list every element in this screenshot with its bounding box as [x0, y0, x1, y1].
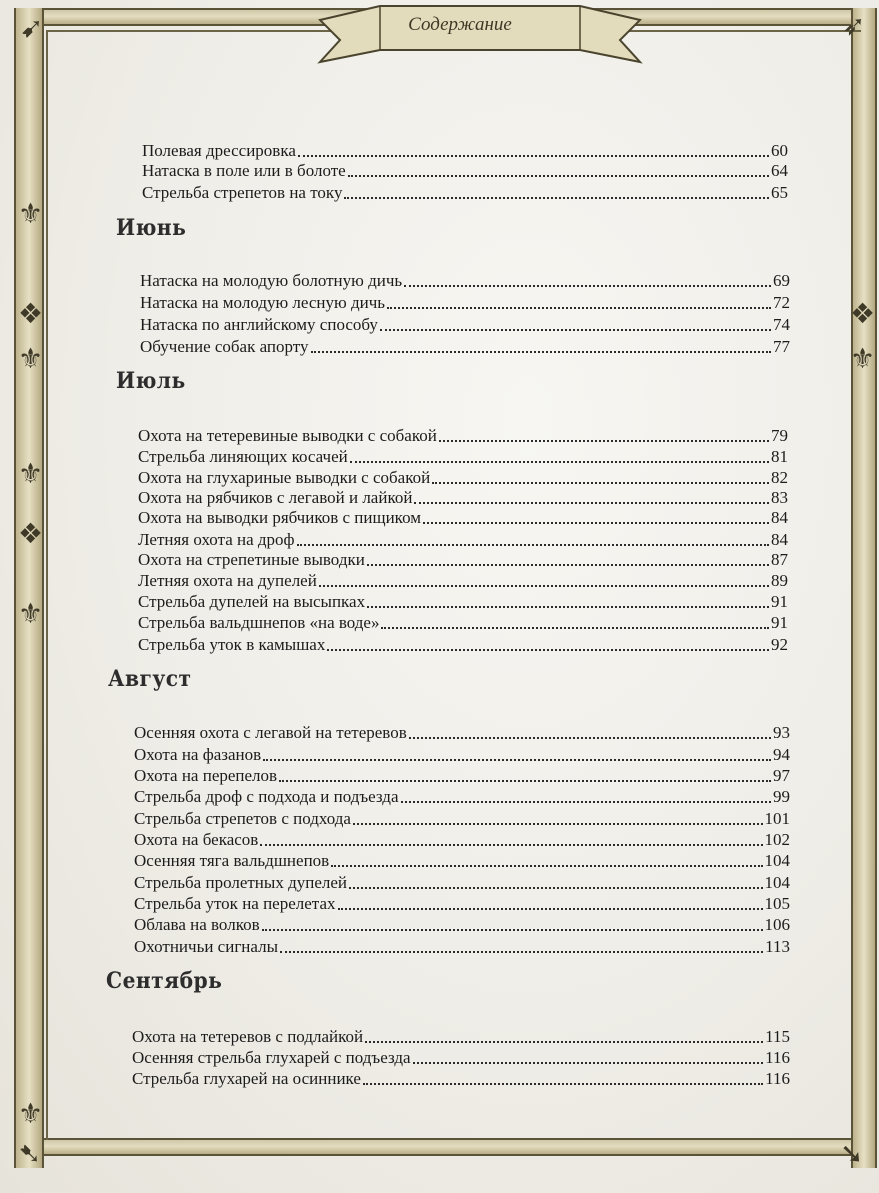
toc-entry-title: Охота на перепелов	[134, 766, 278, 785]
dot-leader	[319, 585, 769, 587]
toc-entry[interactable]	[134, 765, 790, 787]
corner-arrow-icon: ➹	[20, 11, 44, 44]
toc-entry[interactable]	[132, 1047, 790, 1069]
toc-entry-title: Осенняя тяга вальдшнепов	[134, 851, 330, 870]
toc-entry-title: Стрельба стрепетов с подхода	[134, 809, 351, 828]
toc-entry-title: Облава на волков	[134, 915, 260, 934]
dot-leader	[348, 175, 769, 177]
toc-page-number: 115	[765, 1027, 790, 1046]
fleur-ornament-icon: ⚜	[18, 1097, 44, 1130]
dot-leader	[344, 197, 769, 199]
dot-leader	[414, 502, 769, 504]
toc-page-number: 104	[764, 851, 790, 870]
toc-entry-title: Летняя охота на дроф	[138, 530, 295, 549]
toc-entry[interactable]	[138, 591, 788, 613]
toc-entry-title: Обучение собак апорту	[140, 337, 309, 356]
toc-page-number: 113	[765, 937, 790, 956]
dot-leader	[311, 351, 771, 353]
dot-leader	[367, 606, 769, 608]
knot-ornament-icon: ❖	[18, 517, 44, 550]
toc-entry[interactable]	[140, 336, 790, 358]
toc-entry[interactable]	[138, 487, 788, 509]
toc-entry[interactable]	[134, 893, 790, 915]
dot-leader	[409, 737, 771, 739]
dot-leader	[298, 155, 769, 157]
toc-entry[interactable]	[134, 936, 790, 958]
dot-leader	[263, 759, 771, 761]
section-heading: Август	[108, 666, 192, 692]
toc-entry-title: Осенняя охота с легавой на тетеревов	[134, 723, 407, 742]
dot-leader	[353, 823, 763, 825]
toc-entry-title: Охота на тетеревиные выводки с собакой	[138, 426, 437, 445]
toc-entry[interactable]	[134, 829, 790, 851]
toc-entry-title: Охота на стрепетиные выводки	[138, 550, 365, 569]
toc-page-number: 82	[771, 468, 788, 487]
toc-entry[interactable]	[138, 612, 788, 634]
toc-entry[interactable]	[138, 549, 788, 571]
toc-entry-title: Натаска на молодую лесную дичь	[140, 293, 386, 312]
toc-entry-title: Охота на рябчиков с легавой и лайкой	[138, 488, 413, 507]
toc-entry[interactable]	[134, 722, 790, 744]
toc-entry-title: Натаска по английскому способу	[140, 315, 378, 334]
section-heading: Сентябрь	[106, 968, 223, 994]
fleur-ornament-icon: ⚜	[18, 197, 44, 230]
toc-page-number: 83	[771, 488, 788, 507]
toc-entry[interactable]	[134, 808, 790, 830]
toc-entry-title: Стрельба вальдшнепов «на воде»	[138, 613, 380, 632]
toc-entry-title: Охота на тетеревов с подлайкой	[132, 1027, 364, 1046]
toc-page-number: 99	[773, 787, 790, 806]
dot-leader	[423, 522, 769, 524]
toc-page-number: 104	[764, 873, 790, 892]
toc-page-number: 79	[771, 426, 788, 445]
corner-arrow-icon: ➷	[18, 1137, 42, 1170]
toc-page-number: 81	[771, 447, 788, 466]
toc-page-number: 106	[764, 915, 790, 934]
toc-entry[interactable]	[138, 425, 788, 447]
fleur-ornament-icon: ⚜	[18, 597, 44, 630]
toc-entry-title: Стрельба линяющих косачей	[138, 447, 348, 466]
toc-entry-title: Охота на бекасов	[134, 830, 259, 849]
toc-entry-title: Натаска в поле или в болоте	[142, 161, 346, 180]
dot-leader	[331, 865, 762, 867]
toc-entry[interactable]	[138, 570, 788, 592]
toc-page-number: 102	[764, 830, 790, 849]
dot-leader	[262, 929, 763, 931]
toc-entry-title: Охотничьи сигналы	[134, 937, 278, 956]
dot-leader	[367, 564, 769, 566]
toc-entry-title: Стрельба дроф с подхода и подъезда	[134, 787, 399, 806]
toc-entry[interactable]	[132, 1068, 790, 1090]
toc-page-number: 87	[771, 550, 788, 569]
banner-title: Содержание	[408, 14, 512, 35]
toc-entry[interactable]	[134, 786, 790, 808]
dot-leader	[387, 307, 771, 309]
dot-leader	[327, 649, 769, 651]
toc-entry[interactable]	[142, 160, 788, 182]
toc-page-number: 105	[764, 894, 790, 913]
dot-leader	[349, 887, 763, 889]
dot-leader	[439, 440, 769, 442]
toc-page-number: 69	[773, 271, 790, 290]
toc-entry[interactable]	[134, 744, 790, 766]
toc-page-number: 65	[771, 183, 788, 202]
toc-page-number: 101	[764, 809, 790, 828]
toc-page-number: 89	[771, 571, 788, 590]
toc-page-number: 93	[773, 723, 790, 742]
toc-page-number: 116	[765, 1048, 790, 1067]
toc-entry-title: Натаска на молодую болотную дичь	[140, 271, 403, 290]
toc-entry[interactable]	[140, 314, 790, 336]
toc-entry-title: Охота на глухариные выводки с собакой	[138, 468, 431, 487]
dot-leader	[363, 1083, 763, 1085]
dot-leader	[350, 461, 769, 463]
toc-entry-title: Стрельба дупелей на высыпках	[138, 592, 366, 611]
toc-entry-title: Охота на выводки рябчиков с пищиком	[138, 508, 422, 527]
toc-entry-title: Стрельба пролетных дупелей	[134, 873, 347, 892]
toc-entry[interactable]	[140, 270, 790, 292]
toc-page-number: 64	[771, 161, 788, 180]
toc-entry-title: Стрельба стрепетов на току	[142, 183, 343, 202]
toc-entry[interactable]	[132, 1026, 790, 1048]
dot-leader	[404, 285, 771, 287]
dot-leader	[279, 780, 771, 782]
toc-page-number: 84	[771, 508, 788, 527]
toc-page-number: 91	[771, 592, 788, 611]
toc-entry[interactable]	[138, 529, 788, 551]
toc-entry-title: Стрельба уток в камышах	[138, 635, 326, 654]
toc-entry-title: Полевая дрессировка	[142, 141, 296, 160]
dot-leader	[413, 1062, 764, 1064]
toc-page-number: 97	[773, 766, 790, 785]
dot-leader	[338, 908, 763, 910]
fleur-ornament-icon: ⚜	[18, 457, 44, 490]
dot-leader	[432, 482, 769, 484]
toc-entry-title: Стрельба уток на перелетах	[134, 894, 336, 913]
toc-entry-title: Осенняя стрельба глухарей с подъезда	[132, 1048, 411, 1067]
toc-page-number: 72	[773, 293, 790, 312]
corner-arrow-icon: ➶	[842, 9, 866, 42]
dot-leader	[297, 544, 769, 546]
toc-page-number: 84	[771, 530, 788, 549]
toc-entry[interactable]	[138, 507, 788, 529]
toc-page-number: 77	[773, 337, 790, 356]
section-heading: Июль	[116, 368, 186, 394]
knot-ornament-icon: ❖	[850, 297, 876, 330]
toc-page-number: 91	[771, 613, 788, 632]
section-heading: Июнь	[116, 215, 187, 241]
dot-leader	[380, 329, 771, 331]
fleur-ornament-icon: ⚜	[850, 342, 876, 375]
toc-entry-title: Охота на фазанов	[134, 745, 262, 764]
fleur-ornament-icon: ⚜	[18, 342, 44, 375]
toc-entry-title: Летняя охота на дупелей	[138, 571, 317, 590]
dot-leader	[280, 951, 763, 953]
dot-leader	[365, 1041, 763, 1043]
toc-entry[interactable]	[134, 850, 790, 872]
toc-entry[interactable]	[138, 446, 788, 468]
toc-page-number: 116	[765, 1069, 790, 1088]
toc-page-number: 60	[771, 141, 788, 160]
toc-entry[interactable]	[142, 182, 788, 204]
toc-page-number: 74	[773, 315, 790, 334]
toc-entry[interactable]	[142, 140, 788, 162]
knot-ornament-icon: ❖	[18, 297, 44, 330]
toc-entry-title: Стрельба глухарей на осиннике	[132, 1069, 361, 1088]
toc-entry[interactable]	[140, 292, 790, 314]
toc-entry[interactable]	[134, 914, 790, 936]
toc-page-number: 94	[773, 745, 790, 764]
corner-arrow-icon: ➘	[840, 1137, 864, 1170]
toc-entry[interactable]	[134, 872, 790, 894]
dot-leader	[401, 801, 771, 803]
dot-leader	[260, 844, 762, 846]
toc-entry[interactable]	[138, 467, 788, 489]
toc-entry[interactable]	[138, 634, 788, 656]
toc-page-number: 92	[771, 635, 788, 654]
dot-leader	[381, 627, 769, 629]
